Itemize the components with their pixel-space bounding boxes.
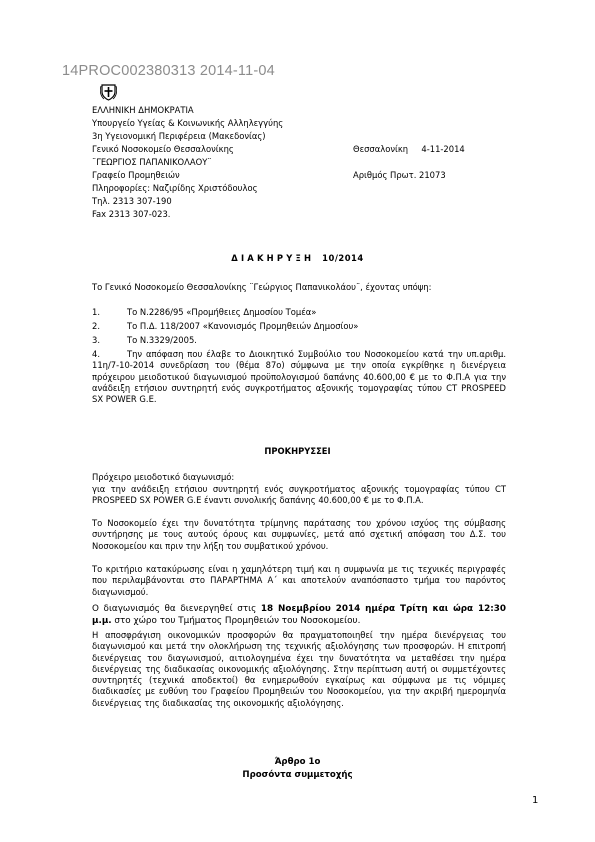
header-country: ΕΛΛΗΝΙΚΗ ΔΗΜΟΚΡΑΤΙΑ [92, 105, 194, 115]
protocol-number: Αριθμός Πρωτ. 21073 [353, 170, 446, 180]
article-subheading: Προσόντα συμμετοχής [242, 770, 353, 780]
page-number: 1 [532, 795, 539, 806]
list-item [92, 335, 197, 346]
list-item-text: Το Ν.2286/95 «Προμήθειες Δημοσίου Τομέα» [127, 307, 317, 317]
list-item-number: 3. [92, 335, 100, 345]
list-item [92, 307, 316, 318]
header-fax: Fax 2313 307-023. [92, 209, 171, 219]
place-and-date: Θεσσαλονίκη 4-11-2014 [353, 144, 465, 154]
body-paragraph-3: Το Νοσοκομείο έχει την δυνατότητα τρίμηνης παράτασης του χρόνου ισχύος της σύμβασης συντήρησης με τους αυτούς όρους και συμφωνίες, μετά από σχετική απόφαση του Δ.Σ. του Νοσοκομείου και πριν την λήξη του συμβατικού χρόνου. [92, 518, 506, 551]
list-item-text: Το Π.Δ. 118/2007 «Κανονισμός Προμηθειών Δημοσίου» [127, 321, 359, 331]
document-title [0, 253, 595, 263]
body-paragraph-6: Η αποσφράγιση οικονομικών προσφορών θα πραγματοποιηθεί την ημέρα διενέργειας του διαγωνισμού και μετά την ολοκλήρωση της τεχνικής αξιολόγησης των προσφορών. Η επιτροπή διενέργειας του διαγωνισμού, αιτιολογημένα έχει την δυνατότητα να μεταθέσει την ημέρα διενέργειας της διαδικασίας οικονομικής αξιολόγησης. Στην περίπτωση αυτή οι συμμετέχοντες συντηρητές (τεχνικά αποδεκτοί) θα ενημερωθούν εγκαίρως και σύμφωνα με τις νόμιμες διαδικασίες με ευθύνη του Γραφείου Προμηθειών του Νοσοκομείου, για την ακριβή ημερομηνία διενέργειας της διαδικασίας της οικονομικής αξιολόγησης. [92, 630, 506, 708]
header-contact-person: Πληροφορίες: Ναζιρίδης Χριστόδουλος [92, 183, 258, 193]
list-item-number: 4. [92, 349, 100, 359]
body-paragraph-4: Το κριτήριο κατακύρωσης είναι η χαμηλότερη τιμή και η συμφωνία με τις τεχνικές περιγραφές που περιλαμβάνονται στο ΠΑΡΑΡΤΗΜΑ Α΄ και αποτελούν αναπόσπαστο τμήμα του παρόντος διαγωνισμού. [92, 564, 506, 597]
header-hospital: Γενικό Νοσοκομείο Θεσσαλονίκης [92, 144, 234, 154]
declaration-heading: ΠΡΟΚΗΡΥΣΣΕΙ [264, 446, 331, 456]
header-hospital-name: ¨ΓΕΩΡΓΙΟΣ ΠΑΠΑΝΙΚΟΛΑΟΥ¨ [92, 157, 212, 167]
article-heading: Άρθρο 1ο [274, 757, 321, 767]
body-paragraph-2: για την ανάδειξη ετήσιου συντηρητή ενός συγκροτήματος αξονικής τομογραφίας τύπου CT PROSPEED SX POWER G.E έναντι συνολικής δαπάνης 40.600,00 € με το Φ.Π.Α. [92, 484, 506, 506]
list-item [92, 349, 506, 405]
list-item [92, 321, 358, 332]
header-phone: Τηλ. 2313 307-190 [92, 196, 172, 206]
list-item-text: Την απόφαση που έλαβε το Διοικητικό Συμβούλιο του Νοσοκομείου κατά την υπ.αριθμ. 11η/7-10-2014 συνεδρίαση του (θέμα 87ο) σύμφωνα με την οποία εγκρίθηκε η διενέργεια πρόχειρου μειοδοτικού διαγωνισμού προϋπολογισμού δαπάνης 40.600,00 € με το Φ.Π.Α για την ανάδειξη ετήσιου συντηρητή ενός συγκροτήματος αξονικής τομογραφίας τύπου CT PROSPEED SX POWER G.E. [92, 349, 506, 405]
greek-coat-of-arms-emblem [100, 83, 117, 101]
list-item-text: Το Ν.3329/2005. [127, 335, 197, 345]
body-paragraph-5 [92, 603, 506, 627]
title-number: 10/2014 [322, 253, 364, 263]
header-department: Γραφείο Προμηθειών [92, 170, 180, 180]
title-word: ΔΙΑΚΗΡΥΞΗ [231, 253, 315, 263]
header-region: 3η Υγειονομική Περιφέρεια (Μακεδονίας) [92, 131, 266, 141]
intro-paragraph: Το Γενικό Νοσοκομείο Θεσσαλονίκης ¨Γεώργιος Παπανικολάου¨, έχοντας υπόψη: [92, 282, 432, 292]
document-id-watermark: 14PROC002380313 2014-11-04 [62, 63, 275, 79]
body-paragraph-1: Πρόχειρο μειοδοτικό διαγωνισμό: [92, 472, 235, 482]
tender-date-time: 18 Νοεμβρίου 2014 ημέρα Τρίτη και ώρα 12:30 μ.μ. [92, 604, 506, 626]
tender-location: στο χώρο του Τμήματος Προμηθειών του Νοσοκομείου. [111, 616, 361, 626]
list-item-number: 2. [92, 321, 100, 331]
list-item-number: 1. [92, 307, 100, 317]
header-ministry: Υπουργείο Υγείας & Κοινωνικής Αλληλεγγύης [92, 118, 284, 128]
tender-date-intro: Ο διαγωνισμός θα διενεργηθεί στις [92, 604, 261, 614]
